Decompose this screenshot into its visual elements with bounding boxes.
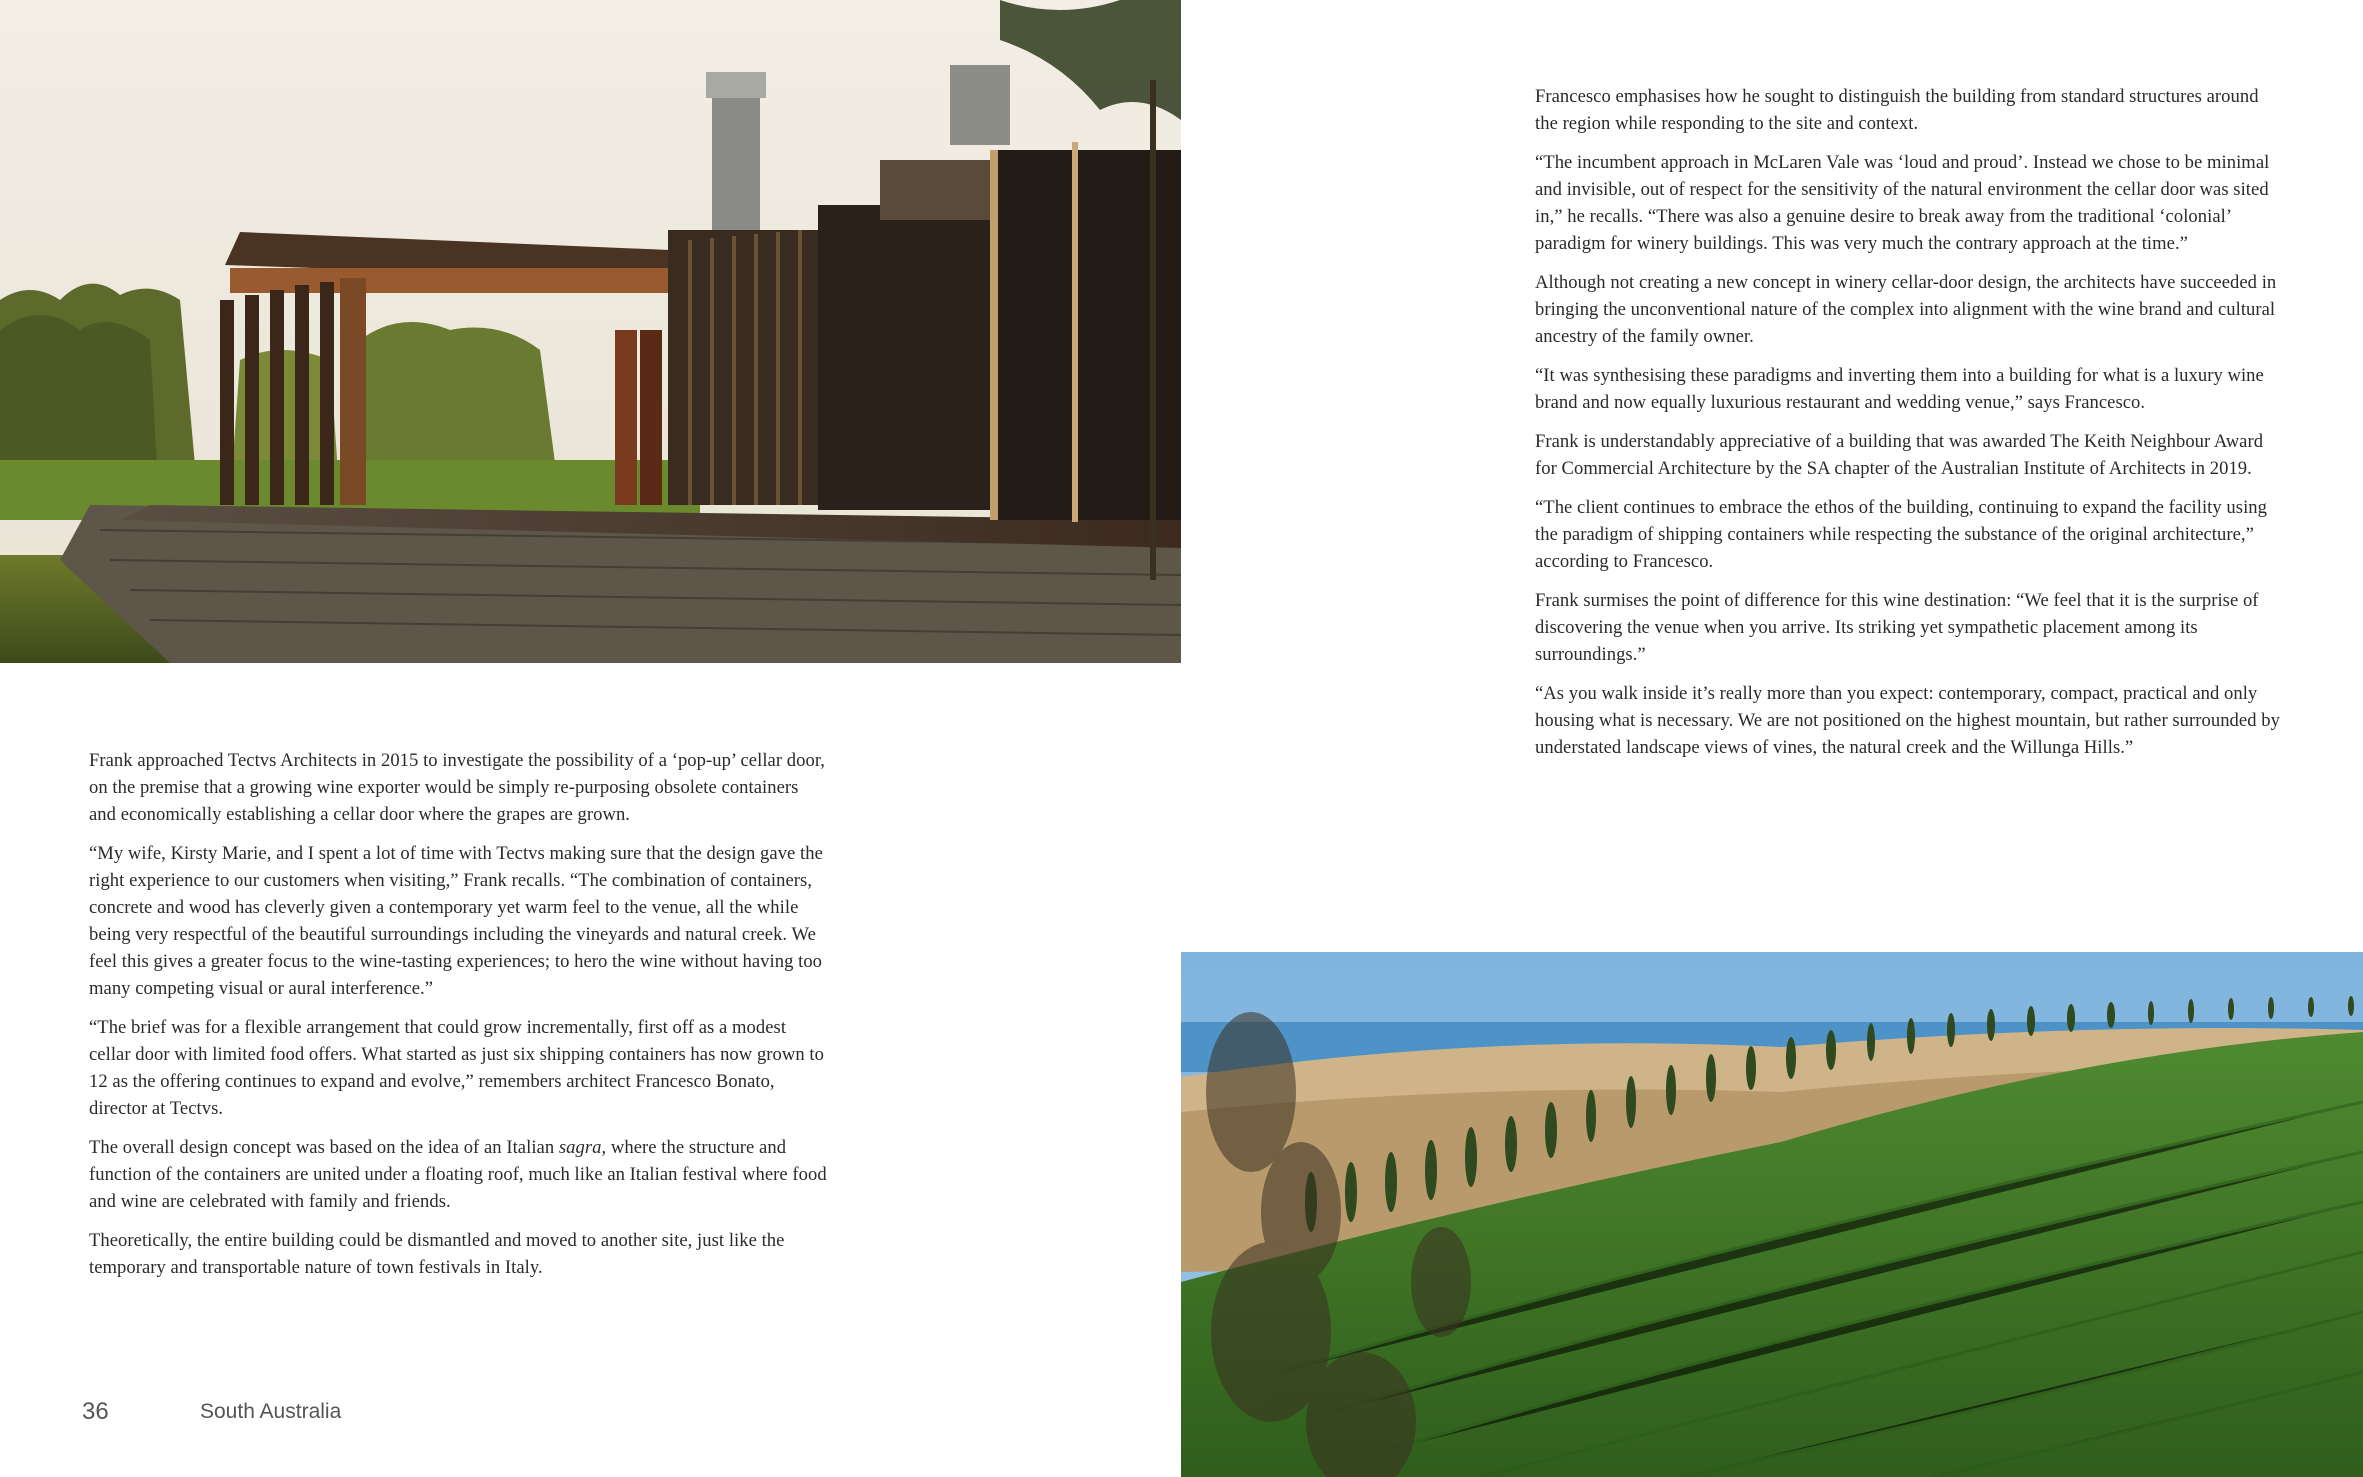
paragraph: [89, 1134, 829, 1215]
paragraph: “My wife, Kirsty Marie, and I spent a lot of time with Tectvs making sure that the design gave the right experience to our customers when visiting,” Frank recalls. “The combination of containers, concrete and wood has cleverly given a contemporary yet warm feel to the venue, all the while being very respectful of the beautiful surroundings including the vineyards and natural creek. We feel this gives a greater focus to the wine-tasting experiences; to hero the wine without having too many competing visual or aural interference.”: [89, 843, 823, 999]
left-text-column: [89, 747, 829, 1293]
italic-term: sagra: [558, 1137, 602, 1158]
paragraph-text: , where the structure and function of the containers are united under a floating roof, much like an Italian festival where food and wine are celebrated with family and friends.: [89, 1137, 827, 1212]
paragraph: “As you walk inside it’s really more than you expect: contemporary, compact, practical and only housing what is necessary. We are not positioned on the highest mountain, but rather surrounded by understated landscape views of vines, the natural creek and the Willunga Hills.”: [1535, 683, 2280, 758]
right-text-column: [1535, 83, 2280, 773]
paragraph: “The brief was for a flexible arrangement that could grow incrementally, first off as a modest cellar door with limited food offers. What started as just six shipping containers has now grown to 12 as the offering continues to expand and evolve,” remembers architect Francesco Bonato, director at Tectvs.: [89, 1017, 824, 1119]
paragraph: Theoretically, the entire building could be dismantled and moved to another site, just like the temporary and transportable nature of town festivals in Italy.: [89, 1230, 785, 1278]
paragraph: Frank approached Tectvs Architects in 2015 to investigate the possibility of a ‘pop-up’ cellar door, on the premise that a growing wine exporter would be simply re-purposing obsolete containers and economically establishing a cellar door where the grapes are grown.: [89, 750, 826, 825]
paragraph-text: The overall design concept was based on the idea of an Italian: [89, 1137, 559, 1158]
section-name: South Australia: [200, 1400, 342, 1423]
paragraph: Frank surmises the point of difference for this wine destination: “We feel that it is the surprise of discovering the venue when you arrive. Its striking yet sympathetic placement among its surroundings.”: [1535, 590, 2259, 665]
paragraph: Frank is understandably appreciative of a building that was awarded The Keith Neighbour Award for Commercial Architecture by the SA chapter of the Australian Institute of Architects in 2019.: [1535, 431, 2264, 479]
paragraph: Francesco emphasises how he sought to distinguish the building from standard structures around the region while responding to the site and context.: [1535, 86, 2259, 134]
paragraph: Although not creating a new concept in winery cellar-door design, the architects have succeeded in bringing the unconventional nature of the complex into alignment with the wine brand and cultural ancestry of the family owner.: [1535, 272, 2277, 347]
paragraph: “It was synthesising these paradigms and inverting them into a building for what is a luxury wine brand and now equally luxurious restaurant and wedding venue,” says Francesco.: [1535, 365, 2264, 413]
page-number: 36: [82, 1398, 109, 1425]
cellar-door-building-photo: [0, 0, 1181, 663]
paragraph: “The client continues to embrace the ethos of the building, continuing to expand the facility using the paradigm of shipping containers while respecting the substance of the original architecture,” according to Francesco.: [1535, 497, 2267, 572]
paragraph: “The incumbent approach in McLaren Vale was ‘loud and proud’. Instead we chose to be minimal and invisible, out of respect for the sensitivity of the natural environment the cellar door was sited in,” he recalls. “There was also a genuine desire to break away from the traditional ‘colonial’ paradigm for winery buildings. This was very much the contrary approach at the time.”: [1535, 152, 2270, 254]
vineyard-landscape-photo: [1181, 952, 2363, 1477]
